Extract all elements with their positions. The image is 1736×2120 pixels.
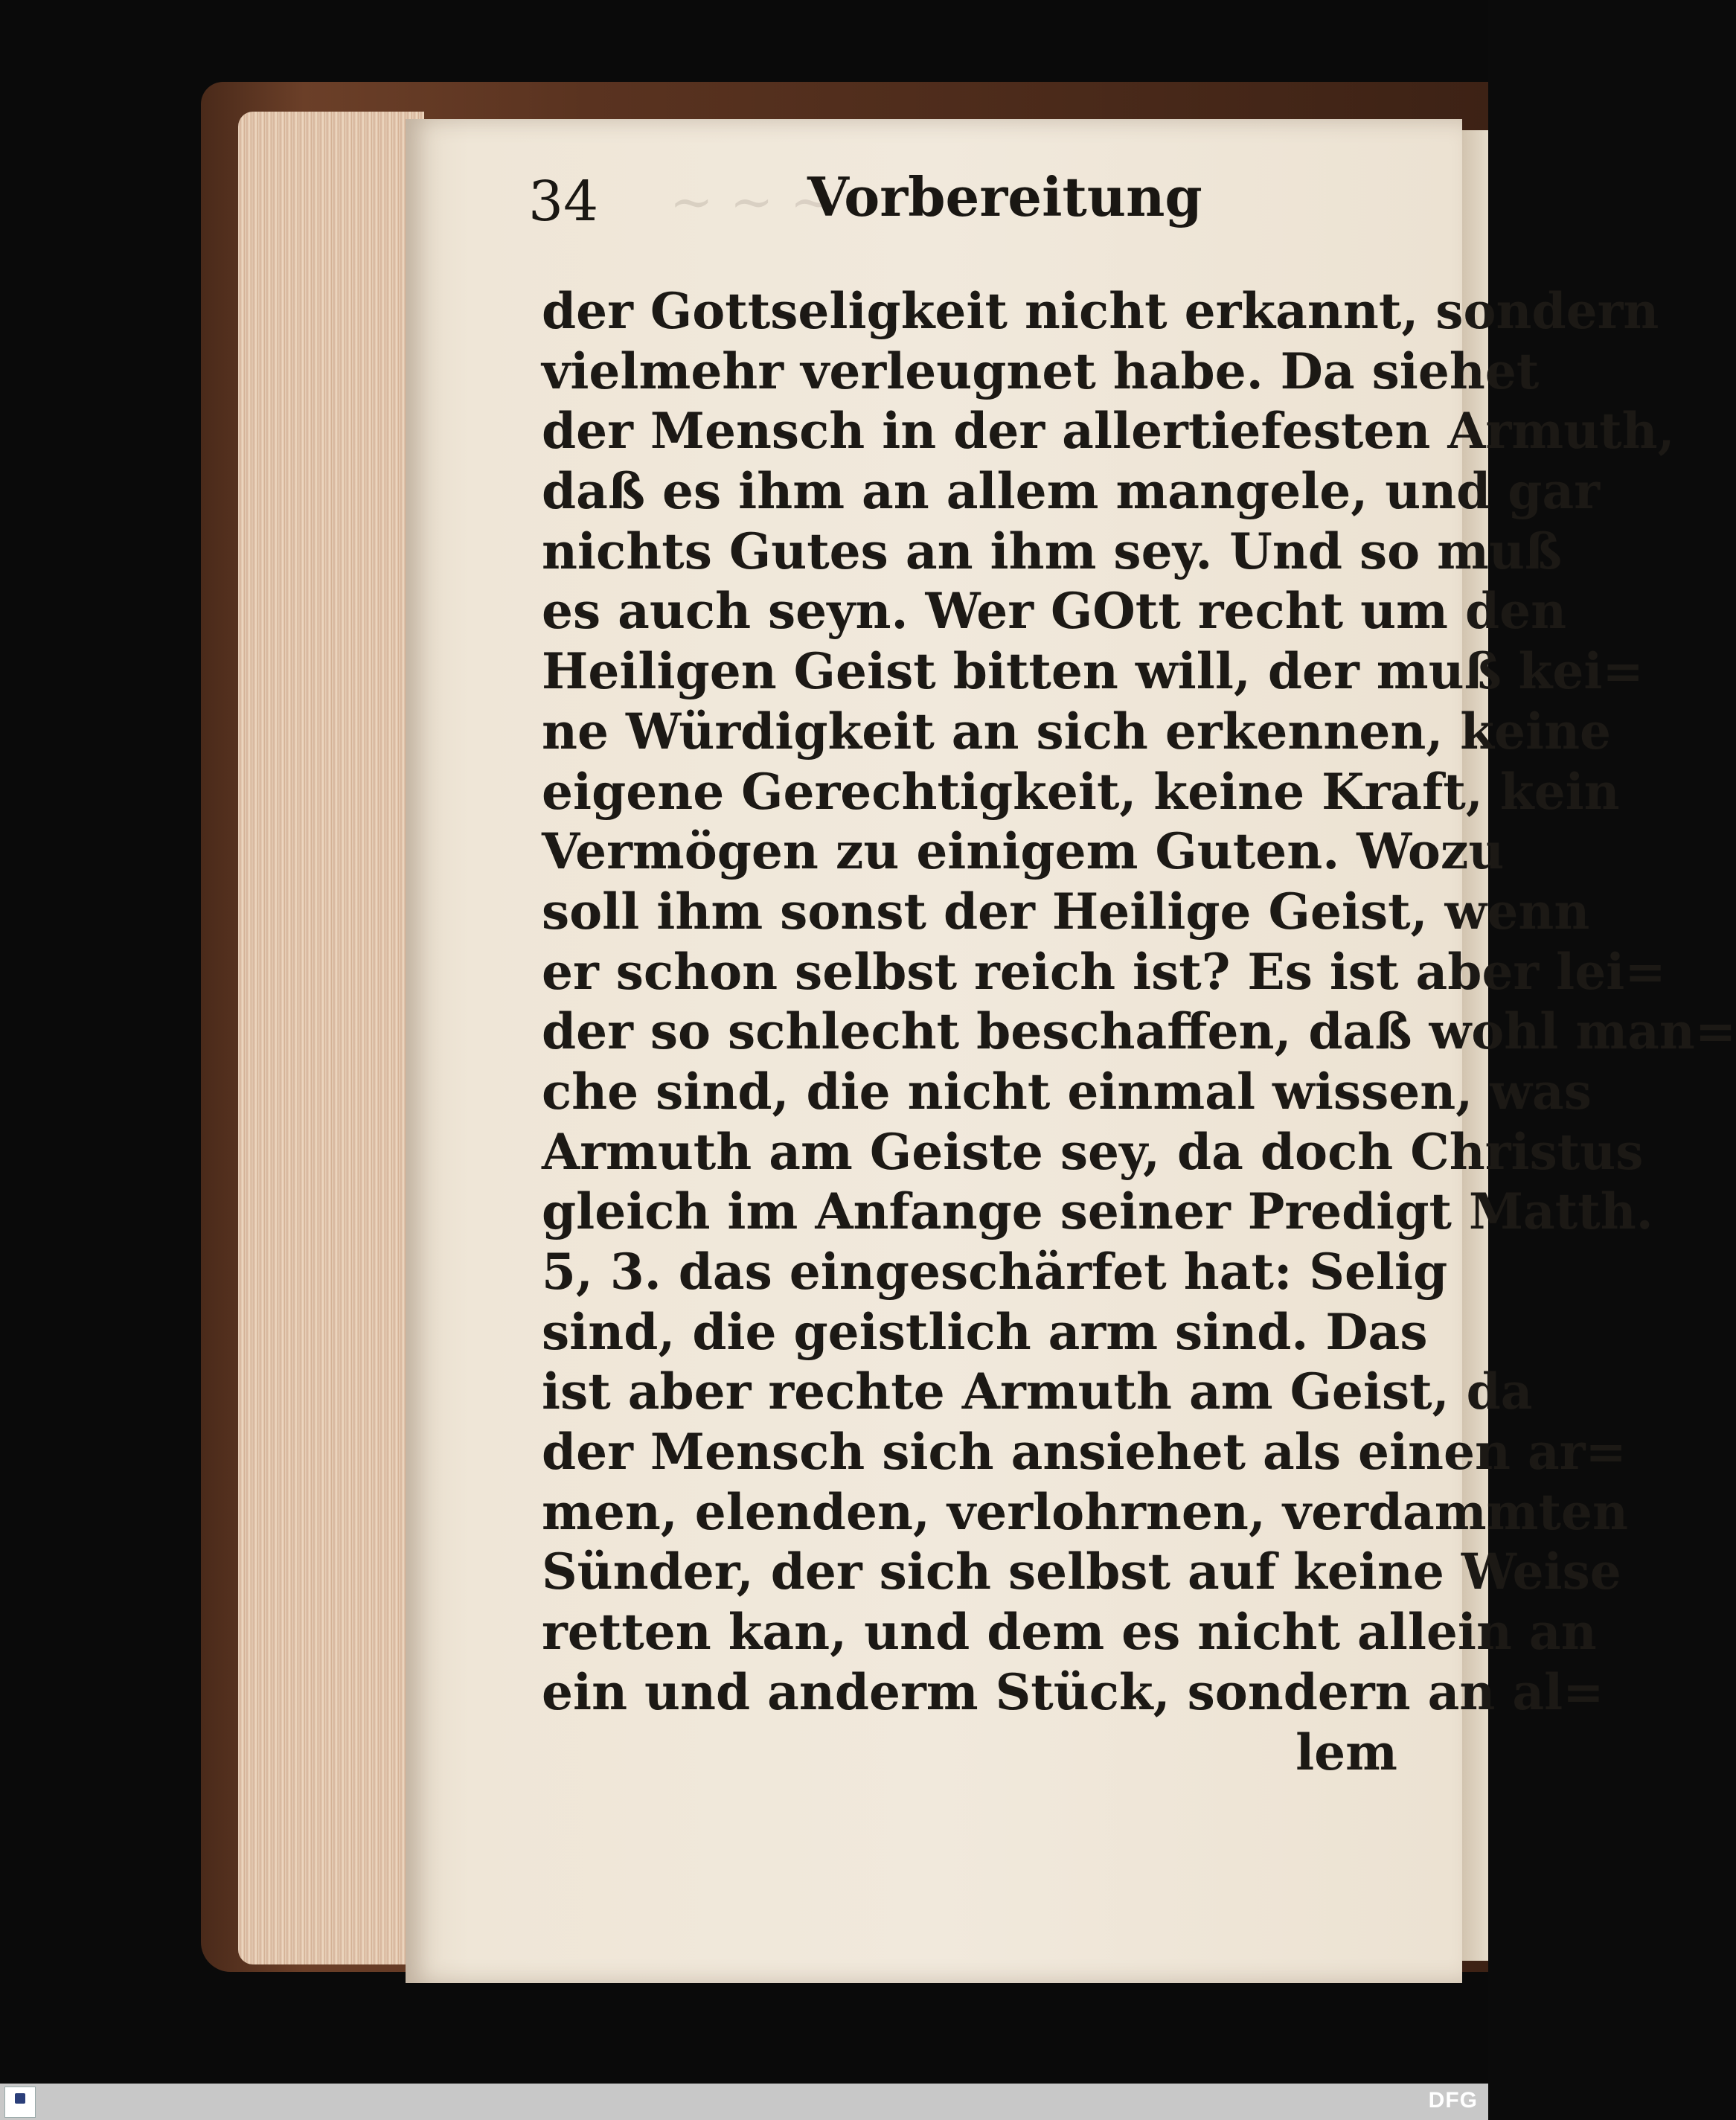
text-line: gleich im Anfange seiner Predigt Matth.	[542, 1182, 1653, 1241]
text-line: men, elenden, verlohrnen, verdammten	[542, 1482, 1628, 1541]
library-logo-icon[interactable]	[4, 2087, 36, 2118]
text-line: sind, die geistlich arm sind. Das	[542, 1302, 1428, 1361]
body-text	[542, 281, 1736, 1782]
page-number: 34	[528, 170, 599, 234]
text-line: ne Würdigkeit an sich erkennen, keine	[542, 702, 1612, 760]
text-line: Armuth am Geiste sey, da doch Christus	[542, 1122, 1644, 1181]
text-line: Vermögen zu einigem Guten. Wozu	[542, 822, 1505, 881]
text-line: der Mensch in der allertiefesten Armuth,	[542, 402, 1675, 461]
footer-bar	[0, 2084, 1488, 2120]
text-line: er schon selbst reich ist? Es ist aber lei=	[542, 942, 1666, 1001]
text-line: der Gottseligkeit nicht erkannt, sondern	[542, 282, 1659, 340]
text-line: es auch seyn. Wer GOtt recht um den	[542, 582, 1567, 641]
text-line: nichts Gutes an ihm sey. Und so muß	[542, 522, 1563, 580]
page-edges	[238, 112, 424, 1964]
bleed-through-text: ~ ~ ~	[670, 171, 834, 232]
text-line: Sünder, der sich selbst auf keine Weise	[542, 1543, 1621, 1601]
text-line: 5, 3. das eingeschärfet hat: Selig	[542, 1243, 1448, 1301]
text-line: daß es ihm an allem mangele, und gar	[542, 462, 1600, 521]
text-line: eigene Gerechtigkeit, keine Kraft, kein	[542, 762, 1620, 821]
running-head: Vorbereitung	[807, 165, 1202, 228]
dfg-logo[interactable]: DFG	[1428, 2088, 1478, 2113]
text-line: ist aber rechte Armuth am Geist, da	[542, 1362, 1533, 1421]
text-line: vielmehr verleugnet habe. Da siehet	[542, 342, 1540, 400]
text-line: ein und anderm Stück, sondern an al=	[542, 1662, 1604, 1721]
text-line: der so schlecht beschaffen, daß wohl man=	[542, 1002, 1736, 1061]
text-line: retten kan, und dem es nicht allein an	[542, 1603, 1597, 1662]
catchword: lem	[1295, 1723, 1397, 1781]
text-line: che sind, die nicht einmal wissen, was	[542, 1062, 1592, 1121]
text-line: soll ihm sonst der Heilige Geist, wenn	[542, 882, 1590, 941]
text-line: Heiligen Geist bitten will, der muß kei=	[542, 642, 1644, 701]
text-line: der Mensch sich ansiehet als einen ar=	[542, 1423, 1627, 1482]
